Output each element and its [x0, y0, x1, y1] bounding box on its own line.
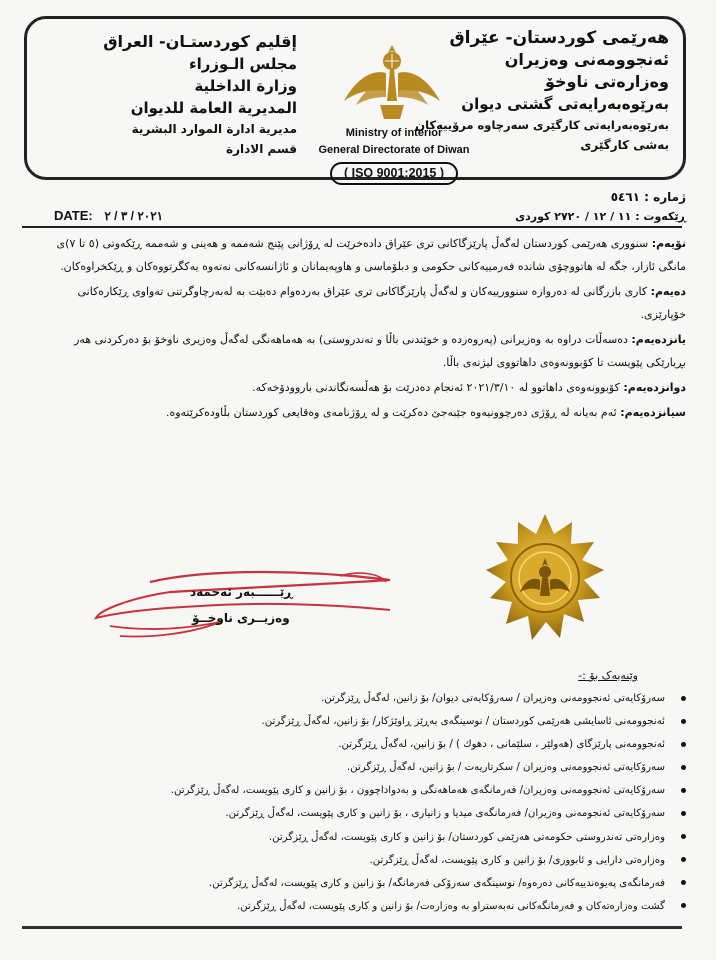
paragraph-heading: دوانزدەیەم:: [623, 381, 686, 394]
list-item-text: فەرمانگەی پەیوەندییەکانی دەرەوە/ نوسینگەی سەرۆکی فەرمانگە/ بۆ زانین و کاری پێویست، لەگەڵ ڕێزگرتن.: [208, 877, 665, 889]
list-item-text: وەزارەتی تەندروستی حکومەتی هەرێمی کوردستان/ بۆ زانین و کاری پێویست، لەگەڵ ڕێزگرتن.: [268, 831, 665, 843]
bullet-icon: [681, 903, 686, 908]
list-item-text: وەزارەتی دارایی و ئابووری/ بۆ زانین و کاری پێویست، لەگەڵ ڕێزگرتن.: [369, 854, 665, 866]
signatory-title: وەزیــری ناوخــۆ: [192, 611, 290, 625]
paragraph-text: ئەم بەیانە لە ڕۆژی دەرچوونیەوە جێبەجێ دەکرێت و لە ڕۆژنامەی وەقایعی کوردستان بڵاودەکرێتەوە.: [165, 406, 617, 419]
bullet-icon: [681, 788, 686, 793]
list-item-text: سەرۆکایەتی ئەنجوومەنی وەزیران/ فەرمانگەی هەماهەنگی و بەدواداچوون ، بۆ زانین و کاری پێویست، لەگەڵ ڕێزگرتن.: [170, 785, 665, 797]
body-paragraph: [56, 401, 686, 424]
bullet-icon: [681, 696, 686, 701]
paragraph-text: سنووری هەرێمی کوردستان لەگەڵ پارێزگاکانی تری عێراق دادەخرێت لە ڕۆژانی پێنج شەممە و هەینی و شەممە ڕێکەوتی (٥ تا ٧)ی مانگی ئازار، جگە لە هاتووچۆی شاندە فەرمییەکانی حکومی و دبلۆماسی و هاوپەیمانان و ئاژانسەکانی نەتەوە یەکگرتووەکان و ڕێکخراوەکان.: [56, 237, 686, 273]
bullet-icon: [681, 880, 686, 885]
bullet-icon: [681, 719, 686, 724]
list-item-text: سەرۆکایەتی ئەنجومەنی وەزیران/ فەرمانگەی میدیا و زانیاری ، بۆ زانین و کاری پێویست، لەگەڵ ڕێزگرتن.: [225, 808, 665, 820]
copies-list: [86, 687, 686, 918]
signatory-name: ڕێــــــبەر ئەحمەد: [190, 585, 293, 599]
list-item: [86, 849, 686, 872]
list-item-text: ئەنجوومەنی پارێزگای (هەولێر ، سلێمانی ، دهوك ) / بۆ زانین، لەگەڵ ڕێزگرتن.: [338, 739, 665, 751]
ministry-english: [299, 125, 489, 185]
arabic-header-line: مجلس الـوزراء: [188, 55, 297, 73]
arabic-header-line: المديرية العامة للديوان: [130, 99, 297, 117]
ministry-name-en: Ministry of interior: [345, 127, 443, 139]
paragraph-heading: نۆیەم:: [651, 237, 686, 250]
date-label: DATE:: [54, 208, 93, 223]
directorate-name-en: General Directorate of Diwan: [318, 144, 470, 156]
iso-certification-badge: ( ISO 9001:2015 ): [330, 162, 458, 185]
paragraph-heading: سیانزدەیەم:: [620, 406, 686, 419]
list-item: [86, 779, 686, 802]
list-item: [86, 826, 686, 849]
letter-body: [56, 232, 686, 426]
list-item: [86, 872, 686, 895]
copies-heading: وێنەیەک بۆ :-: [578, 669, 638, 682]
list-item: [86, 802, 686, 825]
paragraph-text: کۆبوونەوەی داهاتوو لە ٢٠٢١/٣/١٠ ئەنجام دەدرێت بۆ هەڵسەنگاندنی باروودۆخەکە.: [252, 381, 620, 394]
body-paragraph: [56, 280, 686, 326]
reference-date-kurdish: ڕێکەوت : ١١ / ١٢ / ٢٧٢٠ کوردی: [515, 210, 686, 223]
handwritten-signature: [90, 562, 420, 642]
bullet-icon: [681, 765, 686, 770]
header-divider: [22, 226, 682, 228]
kurdistan-eagle-emblem: [342, 39, 442, 125]
kurdish-header-line: بەشی کارگێری: [580, 138, 669, 152]
bullet-icon: [681, 857, 686, 862]
arabic-header-line: قسم الادارة: [226, 142, 297, 156]
reference-number: ژمارە : ٥٤٦١: [610, 190, 686, 204]
paragraph-heading: دەیەم:: [650, 285, 686, 298]
paragraph-text: کاری بازرگانی لە دەروازە سنوورییەکان و لەگەڵ پارێزگاکانی تری عێراق بەردەوام دەبێت بە لەبەرچاوگرتنی تەواوی ڕێکارەکانی خۆپارێزی.: [77, 285, 686, 321]
list-item-text: گشت وەزارەتەکان و فەرمانگەکانی نەبەستراو بە وەزارەت/ بۆ زانین و کاری پێویست، لەگەڵ ڕێزگرتن.: [236, 900, 665, 912]
arabic-header-line: إقليم كوردستـان- العراق: [103, 32, 297, 51]
list-item-text: ئەنجوومەنی ئاسایشی هەرێمی کوردستان / نوسینگەی بەڕێز ڕاوێژکار/ بۆ زانین، لەگەڵ ڕێزگرتن.: [261, 716, 665, 728]
list-item-text: سەرۆکایەتی ئەنجوومەنی وەزیران / سکرتاریەت / بۆ زانین، لەگەڵ ڕێزگرتن.: [346, 762, 665, 774]
list-item: [86, 710, 686, 733]
bullet-icon: [681, 811, 686, 816]
kurdish-header-line: وەزارەتی ناوخۆ: [544, 72, 669, 91]
arabic-header-line: وزارة الداخلية: [194, 77, 297, 95]
list-item-text: سەرۆکایەتی ئەنجوومەنی وەزیران / سەرۆکایەتی دیوان/ بۆ زانین، لەگەڵ ڕێزگرتن.: [321, 693, 665, 704]
body-paragraph: [56, 328, 686, 374]
paragraph-text: دەسەڵات دراوە بە وەزیرانی (پەروەردە و خوێندنی باڵا و تەندروستی) بە هەماهەنگی لەگەڵ وەزیری ناوخۆ بۆ دەرکردنی هەر بڕیارێکی پێویست تا کۆبوونەوەی داهاتووی لیژنەی باڵا.: [74, 333, 686, 369]
date-value: ٢٠٢١ / ٣ / ٢: [104, 209, 164, 223]
kurdish-header-line: ئەنجوومەنی وەزیران: [504, 50, 669, 69]
body-paragraph: [56, 376, 686, 399]
bullet-icon: [681, 742, 686, 747]
date-field: [54, 208, 163, 223]
bullet-icon: [681, 834, 686, 839]
letterhead: [24, 16, 686, 180]
list-item: [86, 895, 686, 918]
kurdish-header-line: بەرێوەبەرایەتی گشتی دیوان: [461, 95, 669, 113]
list-item: [86, 733, 686, 756]
kurdish-header-line: بەرێوەبەرایەتی کارگێری سەرچاوە مرۆییەکان: [415, 118, 669, 132]
arabic-header-line: مديرية ادارة الموارد البشرية: [131, 122, 297, 136]
list-item: [86, 687, 686, 710]
official-gold-seal: [484, 512, 606, 650]
kurdish-header-line: هەرێمی کوردستان- عێراق: [449, 28, 669, 48]
paragraph-heading: یانزدەیەم:: [631, 333, 686, 346]
body-paragraph: [56, 232, 686, 278]
list-item: [86, 756, 686, 779]
footer-divider: [22, 926, 682, 929]
arabic-letterhead: [67, 31, 297, 159]
